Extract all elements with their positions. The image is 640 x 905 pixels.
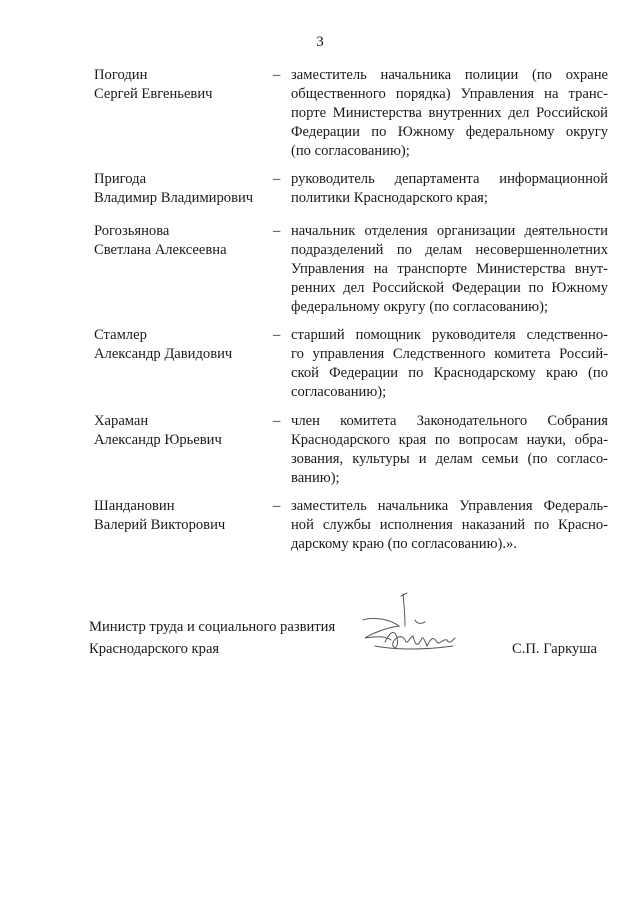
- member-position: старший помощник руководителя следственно- го управления Следственного комитета Россий- ской Федерации по Краснодарскому краю (по согласованию);: [291, 327, 608, 400]
- signatory-name: С.П. Гаркуша: [512, 641, 597, 657]
- member-position: заместитель начальника полиции (по охране общественного порядка) Управления на транс- порте Министерства внутренних дел Российской Федерации по Южному федеральному округу (по согласованию);: [291, 67, 608, 159]
- member-name: Пригода Владимир Владимирович: [94, 171, 254, 206]
- dash-separator: –: [273, 413, 281, 429]
- member-position: руководитель департамента информационной политики Краснодарского края;: [291, 171, 608, 206]
- member-position: заместитель начальника Управления Федераль- ной службы исполнения наказаний по Красно- дарскому краю (по согласованию).».: [291, 498, 608, 552]
- member-name: Хараман Александр Юрьевич: [94, 413, 222, 448]
- member-name: Погодин Сергей Евгеньевич: [94, 67, 213, 102]
- member-position: начальник отделения организации деятельности подразделений по делам несовершеннолетних Управления на транспорте Министерства внут- ренних дел Российской Федерации по Южному федеральному округу (по согласованию);: [291, 223, 608, 315]
- page-number: 3: [316, 34, 324, 50]
- dash-separator: –: [273, 498, 281, 514]
- member-position: член комитета Законодательного Собрания Краснодарского края по вопросам науки, обра- зования, культуры и делам семьи (по согласо- ванию);: [291, 413, 608, 486]
- dash-separator: –: [273, 171, 281, 187]
- dash-separator: –: [273, 67, 281, 83]
- member-name: Рогозьянова Светлана Алексеевна: [94, 223, 227, 258]
- dash-separator: –: [273, 327, 281, 343]
- handwritten-signature: [355, 590, 465, 670]
- dash-separator: –: [273, 223, 281, 239]
- signatory-position: Министр труда и социального развития Краснодарского края: [89, 619, 336, 657]
- member-name: Стамлер Александр Давидович: [94, 327, 233, 362]
- member-name: Шандановин Валерий Викторович: [94, 498, 226, 533]
